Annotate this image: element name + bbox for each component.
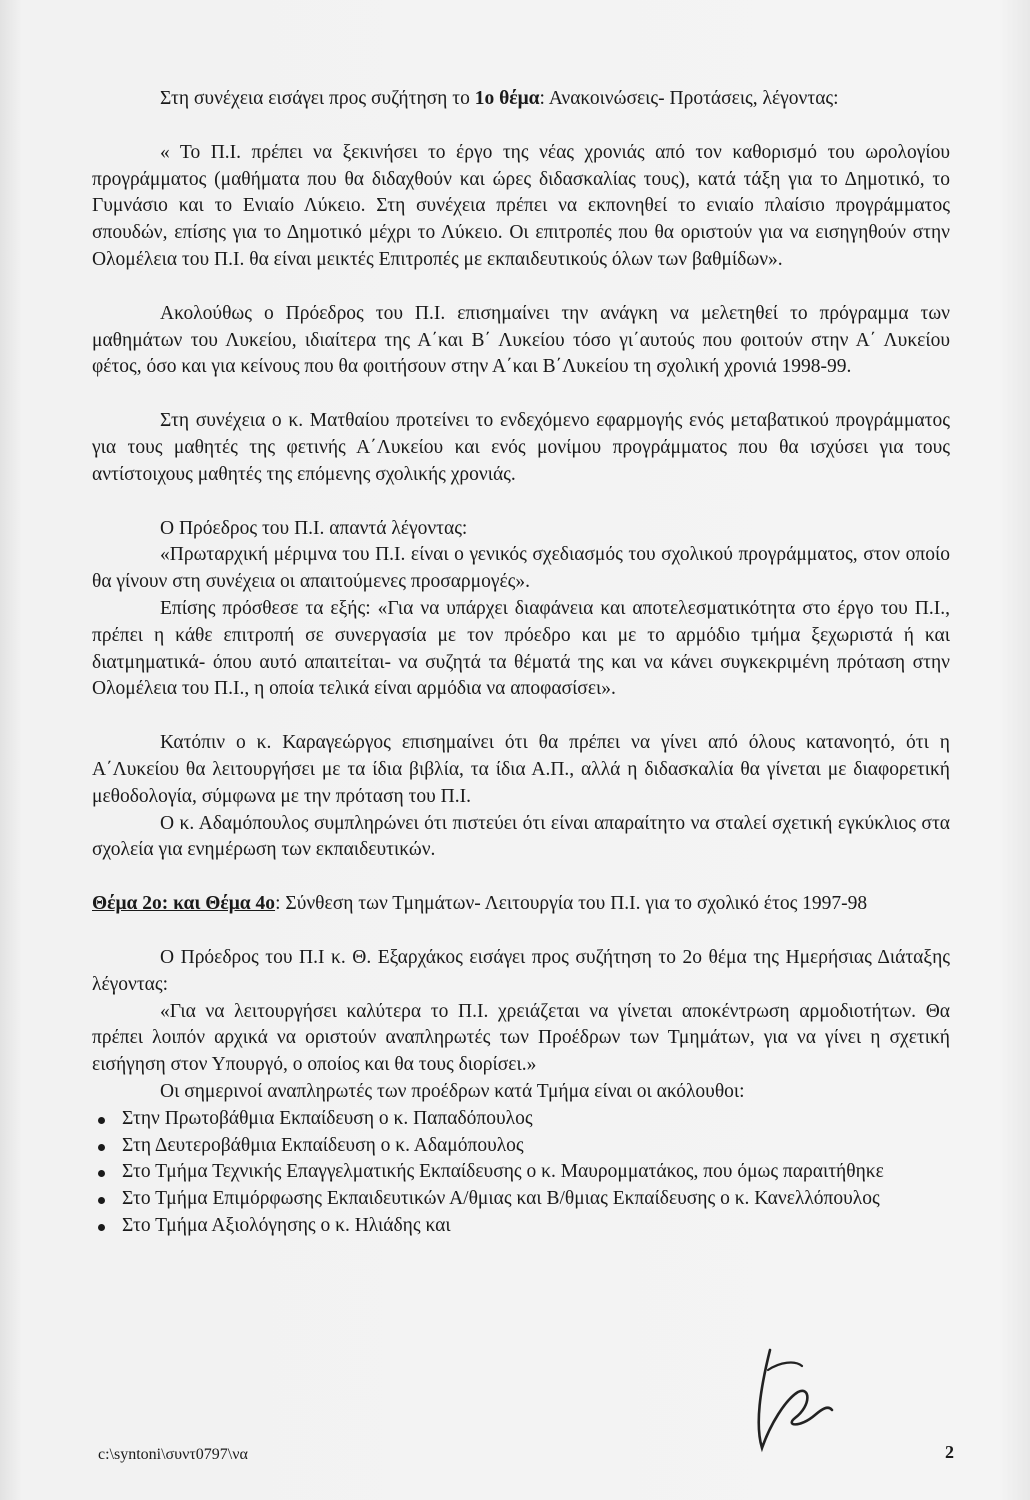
topic-2-4-label: Θέμα 2ο: και Θέμα 4ο (92, 893, 276, 915)
paragraph-karageorgos: Κατόπιν ο κ. Καραγεώργος επισημαίνει ότι θα πρέπει να γίνει από όλους κατανοητό, ότι η Α΄Λυκείου θα λειτουργήσει με τα ίδια βιβλία, τα ίδια Α.Π., αλλά η διδασκαλία θα γίνεται με διαφορετική μεθοδολογία, σύμφωνα με την πρόταση του Π.Ι. (92, 732, 950, 807)
heading-text: : Σύνθεση των Τμημάτων- Λειτουργία του Π.Ι. για το σχολικό έτος 1997-98 (275, 893, 868, 915)
paragraph-adamopoulos: Ο κ. Αδαμόπουλος συμπληρώνει ότι πιστεύει ότι είναι απαραίτητο να σταλεί σχετική εγκύκλιος στα σχολεία για ενημέρωση των εκπαιδευτικών. (92, 812, 950, 861)
list-item: Στο Τμήμα Επιμόρφωσης Εκπαιδευτικών Α/θμιας και Β/θμιας Εκπαίδευσης ο κ. Κανελλόπουλος (92, 1186, 950, 1213)
list-item: Στην Πρωτοβάθμια Εκπαίδευση ο κ. Παπαδόπουλος (92, 1106, 950, 1133)
paragraph-text: : Ανακοινώσεις- Προτάσεις, λέγοντας: (539, 88, 839, 109)
section-heading-topic-2-4 (92, 891, 950, 918)
paragraph-deputies-intro: Οι σημερινοί αναπληρωτές των προέδρων κατά Τμήμα είναι οι ακόλουθοι: (160, 1080, 745, 1102)
topic-1-label: 1ο θέμα (474, 88, 540, 109)
list-item: Στο Τμήμα Αξιολόγησης ο κ. Ηλιάδης και (92, 1213, 950, 1240)
paragraph-quote-1: « Το Π.Ι. πρέπει να ξεκινήσει το έργο της νέας χρονιάς από τον καθορισμό του ωρολογίου προγράμματος (μαθήματα που θα διδαχθούν και ώρες διδασκαλίας τους), κατά τάξη για το Δημοτικό, το Γυμνάσιο και το Ενιαίο Λύκειο. Στη συνέχεια πρέπει να εκπονηθεί το ενιαίο πλαίσιο προγράμματος σπουδών, επίσης για το Δημοτικό μέχρι το Λύκειο. Οι επιτροπές που θα οριστούν για να εισηγηθούν στην Ολομέλεια του Π.Ι. θα είναι μεικτές Επιτροπές με εκπαιδευτικούς όλων των βαθμίδων». (92, 141, 950, 270)
paragraph-president-remark: Ακολούθως ο Πρόεδρος του Π.Ι. επισημαίνει την ανάγκη να μελετηθεί το πρόγραμμα των μαθημάτων του Λυκείου, ιδιαίτερα της Α΄και Β΄ Λυκείου τόσο γι΄αυτούς που φοιτούν στην Α΄ Λυκείου φέτος, όσο και για κείνους που θα φοιτήσουν στην Α΄και Β΄Λυκείου τη σχολική χρονιά 1998-99. (92, 302, 950, 378)
paragraph-president-reply: Ο Πρόεδρος του Π.Ι. απαντά λέγοντας: (160, 517, 468, 539)
handwritten-signature (740, 1330, 860, 1460)
file-path: c:\syntoni\συντ0797\να (98, 1446, 248, 1463)
paragraph-matthaiou: Στη συνέχεια ο κ. Ματθαίου προτείνει το ενδεχόμενο εφαρμογής ενός μεταβατικού προγράμματος για τους μαθητές της φετινής Α΄Λυκείου και ενός μονίμου προγράμματος που θα ισχύσει για τους αντίστοιχους μαθητές της επόμενης σχολικής χρονιάς. (92, 410, 950, 485)
paragraph-quote-2: «Πρωταρχική μέριμνα του Π.Ι. είναι ο γενικός σχεδιασμός του σχολικού προγράμματος, στον οποίο θα γίνουν στη συνέχεια οι απαιτούμενες προσαρμογές». (92, 544, 950, 593)
paragraph-topic-1 (92, 86, 950, 113)
paragraph-quote-3: «Για να λειτουργήσει καλύτερα το Π.Ι. χρειάζεται να γίνεται αποκέντρωση αρμοδιοτήτων. Θα πρέπει λοιπόν αρχικά να οριστούν αναπληρωτές των Προέδρων των Τμημάτων, για να γίνει η σχετική εισήγηση στον Υπουργό, ο οποίος και θα τους διορίσει.» (92, 1000, 950, 1076)
deputies-list (92, 1106, 950, 1240)
paragraph-additional: Επίσης πρόσθεσε τα εξής: «Για να υπάρχει διαφάνεια και αποτελεσματικότητα στο έργο του Π.Ι., πρέπει η κάθε επιτροπή σε συνεργασία με τον πρόεδρο και με το αρμόδιο τμήμα ξεχωριστά ή και διατμηματικά- όπου αυτό απαιτείται- να συζητά τα θέματά της και να κάνει συγκεκριμένη πρόταση στην Ολομέλεια του Π.Ι., η οποία τελικά είναι αρμόδια να αποφασίσει». (92, 597, 950, 700)
list-item: Στο Τμήμα Τεχνικής Επαγγελματικής Εκπαίδευσης ο κ. Μαυρομματάκος, που όμως παραιτήθηκε (92, 1159, 950, 1186)
paragraph-exarchakos: Ο Πρόεδρος του Π.Ι κ. Θ. Εξαρχάκος εισάγει προς συζήτηση το 2ο θέμα της Ημερήσιας Διάταξης λέγοντας: (92, 946, 950, 995)
paragraph-text: Στη συνέχεια εισάγει προς συζήτηση το (160, 88, 475, 109)
page-number: 2 (945, 1442, 954, 1462)
document-body (92, 86, 950, 1240)
list-item: Στη Δευτεροβάθμια Εκπαίδευση ο κ. Αδαμόπουλος (92, 1133, 950, 1160)
